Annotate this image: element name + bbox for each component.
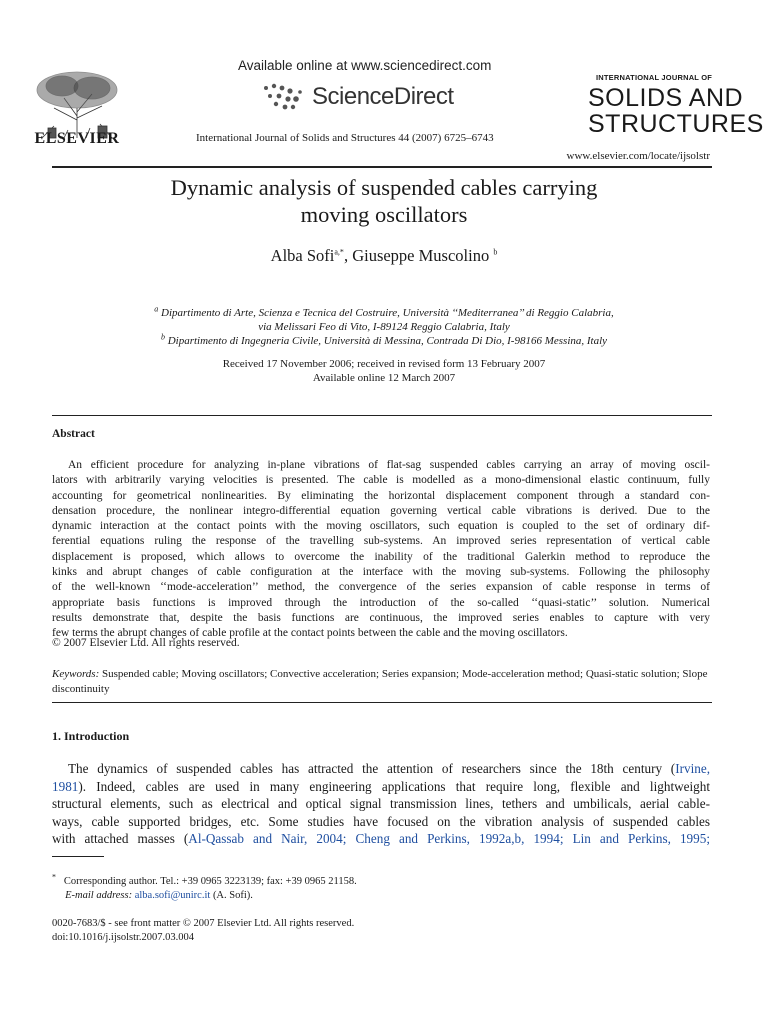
abstract-line: displacement is proposed, which allows to overcome the inability of the traditional Galerkin method to reproduce the	[52, 550, 710, 563]
intro-line	[52, 830, 710, 848]
received-dates: Received 17 November 2006; received in revised form 13 February 2007	[222, 358, 546, 370]
affiliation-a-line1	[0, 304, 768, 319]
affiliation-marker: b	[160, 332, 165, 342]
author-affiliation-marker[interactable]: b	[493, 247, 498, 257]
citation-separator: ;	[706, 831, 710, 847]
intro-text: ). Indeed, cables are used in many engineering applications that require long, flexible and lightweight	[78, 778, 710, 794]
abstract-line: appropriate basis functions is improved through the introduction of the so-called ‘‘quasi-static’’ solution. Numerical	[52, 596, 710, 609]
section-heading-introduction: 1. Introduction	[52, 729, 130, 743]
abstract-line: dynamic interaction at the contact points with the moving oscillators, such equation is coupled to the set of ordinary dif-	[52, 520, 710, 533]
abstract-copyright: © 2007 Elsevier Ltd. All rights reserved.	[52, 637, 240, 649]
abstract-body	[52, 458, 710, 642]
citation-link[interactable]: Cheng and Perkins, 1992a,b, 1994	[355, 831, 560, 847]
article-title-line1: Dynamic analysis of suspended cables carrying	[170, 175, 598, 200]
abstract-line: An efficient procedure for analyzing in-plane vibrations of flat-sag suspended cables carrying an array of moving oscil-	[68, 459, 710, 471]
journal-reference: International Journal of Solids and Structures 44 (2007) 6725–6743	[196, 132, 494, 144]
sciencedirect-dots-icon	[262, 82, 304, 112]
abstract-line: densation procedure, the nonlinear integro-differential equation governing vertical cable vibrations is derived. Due to the	[52, 504, 710, 517]
header-divider	[52, 166, 712, 168]
article-title-line2: moving oscillators	[300, 202, 468, 227]
author-list	[0, 246, 768, 266]
doi-line[interactable]: doi:10.1016/j.ijsolstr.2007.03.004	[52, 932, 195, 943]
abstract-line: few terms the abrupt changes of cable profile at the contact points between the cable and the moving oscillators.	[52, 627, 568, 640]
author-affiliation-marker[interactable]: a,*	[334, 247, 344, 257]
intro-text: The dynamics of suspended cables has attracted the attention of researchers since the 18th century (	[68, 761, 676, 776]
issn-line: 0020-7683/$ - see front matter © 2007 Elsevier Ltd. All rights reserved.	[52, 918, 355, 929]
citation-link[interactable]: Irvine,	[675, 761, 710, 776]
abstract-line: of the well-known ‘‘mode-acceleration’’ method, the convergence of the series expansion of cable response in terms of	[52, 581, 710, 594]
affiliation-b-line1	[0, 332, 768, 347]
intro-line	[52, 778, 710, 796]
footnote-marker: *	[52, 872, 56, 882]
abstract-line: kinks and abrupt changes of cable configuration at the interface with the moving sub-systems. Following the philosophy	[52, 566, 710, 579]
citation-link[interactable]: 1981	[52, 778, 79, 794]
email-link[interactable]: alba.sofi@unirc.it	[134, 890, 211, 901]
citation-separator: ;	[559, 831, 573, 847]
footnote-text: Corresponding author. Tel.: +39 0965 3223139; fax: +39 0965 21158.	[63, 876, 357, 887]
citation-separator: ;	[342, 831, 356, 847]
sciencedirect-logo[interactable]	[262, 82, 454, 112]
author-name[interactable]: Giuseppe Muscolino	[352, 246, 490, 265]
author-separator: ,	[343, 246, 353, 265]
sciencedirect-wordmark: ScienceDirect	[312, 83, 454, 110]
abstract-line: accounting for geometrical nonlinearities. By eliminating the horizontal displacement component through a standard con-	[52, 489, 710, 502]
citation-link[interactable]: Al-Qassab and Nair, 2004	[188, 831, 343, 847]
author-name[interactable]: Alba Sofi	[270, 246, 335, 265]
intro-line: ways, cable supported bridges, etc. Some studies have focused on the vibration analysis of suspended cables	[52, 813, 710, 829]
journal-logo-line1: SOLIDS AND	[588, 84, 744, 112]
abstract-line: lators with arbitrarily varying velocities is presented. The cable is modelled as a mono-dimensional elastic continuum, fully	[52, 474, 710, 487]
abstract-divider	[52, 415, 712, 416]
footnote-divider	[52, 856, 104, 857]
intro-line: structural elements, such as electrical and optical signal transmission lines, tethers and umbilicals, aerial cable-	[52, 796, 710, 812]
email-label: E-mail address:	[65, 890, 133, 901]
email-suffix: (A. Sofi).	[210, 890, 253, 901]
keywords-text: Suspended cable; Moving oscillators; Convective acceleration; Series expansion; Mode-acceleration method; Quasi-static solution; Slope discontinuity	[52, 668, 708, 695]
journal-logo-line2: STRUCTURES	[588, 110, 764, 138]
affiliation-text: Dipartimento di Arte, Scienza e Tecnica del Costruire, Università ‘‘Mediterranea’’ di Reggio Calabria,	[161, 307, 614, 319]
introduction-body	[52, 760, 710, 848]
abstract-line: results demonstrate that, despite the basis functions are continuous, the improved series enables to capture with very	[52, 611, 710, 624]
keywords	[52, 667, 710, 697]
keywords-label: Keywords:	[52, 668, 100, 680]
footnote-corresponding	[52, 872, 357, 887]
affiliation-a-line2: via Melissari Feo di Vito, I-89124 Reggio Calabria, Italy	[258, 321, 510, 333]
citation-link[interactable]: Lin and Perkins, 1995	[572, 831, 707, 847]
abstract-heading: Abstract	[52, 428, 95, 440]
journal-url-link[interactable]: www.elsevier.com/locate/ijsolstr	[566, 150, 710, 162]
affiliation-text: Dipartimento di Ingegneria Civile, Università di Messina, Contrada Di Dio, I-98166 Messina, Italy	[167, 335, 608, 347]
abstract-line: ferential equations ruling the response of the travelling sub-systems. An improved series representation of vertical cable	[52, 535, 710, 548]
intro-text: with attached masses (	[52, 831, 189, 847]
keywords-divider	[52, 702, 712, 703]
footnote-email	[52, 890, 253, 901]
journal-logo-small: INTERNATIONAL JOURNAL OF	[596, 73, 713, 82]
online-date: Available online 12 March 2007	[312, 372, 456, 384]
intro-line	[52, 760, 710, 778]
affiliation-marker: a	[154, 304, 159, 314]
available-online-text[interactable]: Available online at www.sciencedirect.com	[238, 58, 492, 73]
publisher-name: ELSEVIER	[34, 130, 120, 147]
